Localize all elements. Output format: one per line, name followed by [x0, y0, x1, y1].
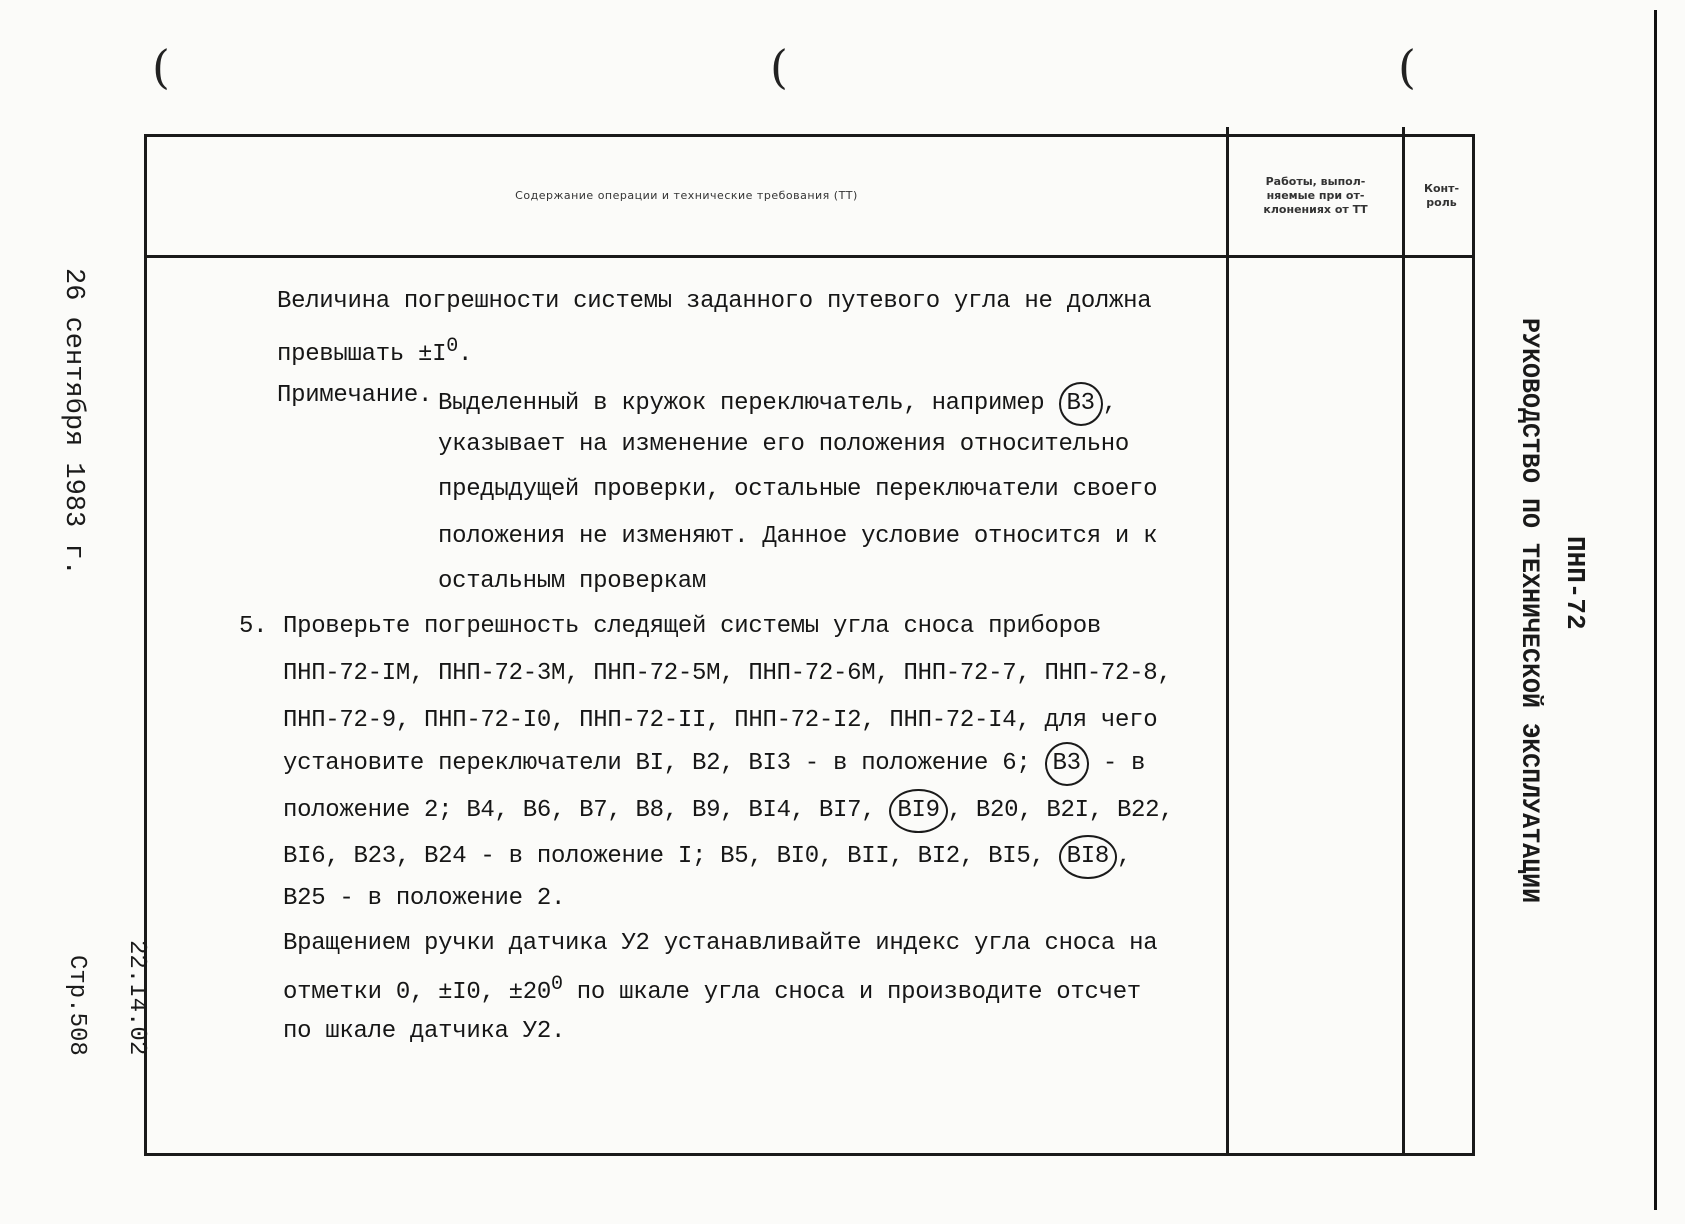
- tolerance-text: Величина погрешности системы заданного путевого угла не должна: [277, 288, 1152, 315]
- text-fragment: , В20, В2I, В22,: [947, 797, 1174, 824]
- plus-minus-sign: ±: [418, 341, 433, 368]
- plus-minus-sign: ±: [438, 979, 453, 1006]
- text-line: [438, 431, 1129, 458]
- text-fragment: остальным проверкам: [438, 568, 706, 595]
- header-control-line: Конт-: [1423, 182, 1460, 196]
- text-fragment: предыдущей проверки, остальные переключатели своего: [438, 476, 1158, 503]
- text-fragment: превышать: [277, 341, 419, 368]
- device-list: ПНП-72-9, ПНП-72-I0, ПНП-72-II, ПНП-72-I2, ПНП-72-I4, для чего: [283, 707, 1158, 734]
- page-edge: [1643, 0, 1663, 1224]
- text-fragment: положение 2; В4, В6, В7, В8, В9, ВI4, ВI7,: [283, 797, 890, 824]
- circled-switch: В3: [1045, 742, 1089, 786]
- text-line: [277, 382, 432, 409]
- header-deviations-column: [1229, 137, 1402, 255]
- header-divider: [147, 255, 1472, 258]
- text-line: [283, 885, 565, 912]
- text-line: [283, 742, 1145, 786]
- text-line: [283, 613, 1101, 640]
- text-line: [283, 835, 1131, 879]
- issue-date: 26 сентября 1983 г.: [58, 268, 88, 576]
- text-fragment: по шкале датчика У2.: [283, 1018, 566, 1045]
- section-number: 22.I4.02: [123, 940, 150, 1056]
- text-fragment: Проверьте погрешность следящей системы угла сноса приборов: [283, 613, 1101, 640]
- text-fragment: В25 - в положение 2.: [283, 885, 566, 912]
- text-line: [438, 476, 1157, 503]
- text-fragment: установите переключатели ВI, В2, ВI3 - в положение 6;: [283, 750, 1045, 777]
- text-fragment: - в: [1088, 750, 1146, 777]
- text-fragment: отметки 0,: [283, 979, 439, 1006]
- text-fragment: ,: [1102, 390, 1117, 417]
- circled-switch: ВI8: [1059, 835, 1117, 879]
- text-fragment: Вращением ручки датчика У2 устанавливайте индекс угла сноса на: [283, 930, 1158, 957]
- note-label: Примечание.: [277, 382, 433, 409]
- header-content-column: [147, 137, 1226, 255]
- header-control-line: роль: [1426, 196, 1457, 209]
- header-content-label: Содержание операции и технические требования (ТТ): [515, 189, 858, 203]
- text-line: [239, 613, 267, 640]
- plus-minus-sign: ±: [508, 979, 523, 1006]
- header-deviations-line: клонениях от ТТ: [1263, 202, 1368, 216]
- item-number: 5.: [239, 613, 268, 640]
- tolerance-value: I: [432, 341, 447, 368]
- device-list: ПНП-72-IМ, ПНП-72-3М, ПНП-72-5М, ПНП-72-6М, ПНП-72-7, ПНП-72-8,: [283, 660, 1172, 687]
- text-fragment: Выделенный в кружок переключатель, например: [438, 390, 1059, 417]
- degree-superscript: 0: [551, 973, 563, 996]
- product-code: ПНП-72: [1560, 536, 1590, 630]
- text-line: [283, 1018, 565, 1045]
- header-deviations-line: няемые при от-: [1266, 189, 1365, 203]
- text-line: [283, 789, 1173, 833]
- text-line: [283, 707, 1157, 734]
- column-divider-deviations: [1226, 127, 1229, 1153]
- manual-title: РУКОВОДСТВО ПО ТЕХНИЧЕСКОЙ ЭКСПЛУАТАЦИИ: [1515, 318, 1544, 904]
- degree-superscript: 0: [446, 335, 458, 358]
- text-fragment: I0,: [452, 979, 509, 1006]
- text-fragment: ,: [1116, 843, 1132, 870]
- page-number: Стр.508: [63, 955, 90, 1056]
- text-line: [438, 568, 706, 595]
- text-line: [438, 382, 1117, 426]
- text-fragment: .: [457, 341, 473, 368]
- text-line: [438, 523, 1157, 550]
- binding-bracket-right: (: [1398, 40, 1416, 94]
- text-line: [277, 288, 1151, 315]
- header-control-column: [1405, 137, 1478, 255]
- text-line: [283, 930, 1157, 957]
- text-line: [283, 660, 1171, 687]
- binding-bracket-left: (: [152, 40, 170, 94]
- text-fragment: указывает на изменение его положения относительно: [438, 431, 1130, 458]
- text-fragment: 20: [522, 979, 551, 1006]
- circled-switch: В3: [1059, 382, 1103, 426]
- binding-bracket-center: (: [770, 40, 788, 94]
- header-deviations-line: Работы, выпол-: [1265, 175, 1366, 189]
- column-divider-control: [1402, 127, 1405, 1153]
- operation-form: [144, 134, 1475, 1156]
- text-line: [283, 973, 1141, 1006]
- text-fragment: по шкале угла сноса и производите отсчет: [562, 979, 1141, 1006]
- text-fragment: положения не изменяют. Данное условие относится и к: [438, 523, 1158, 550]
- text-fragment: ВI6, В23, В24 - в положение I; В5, ВI0, ВII, ВI2, ВI5,: [283, 843, 1059, 870]
- circled-switch: ВI9: [889, 789, 947, 833]
- text-line: [277, 335, 472, 368]
